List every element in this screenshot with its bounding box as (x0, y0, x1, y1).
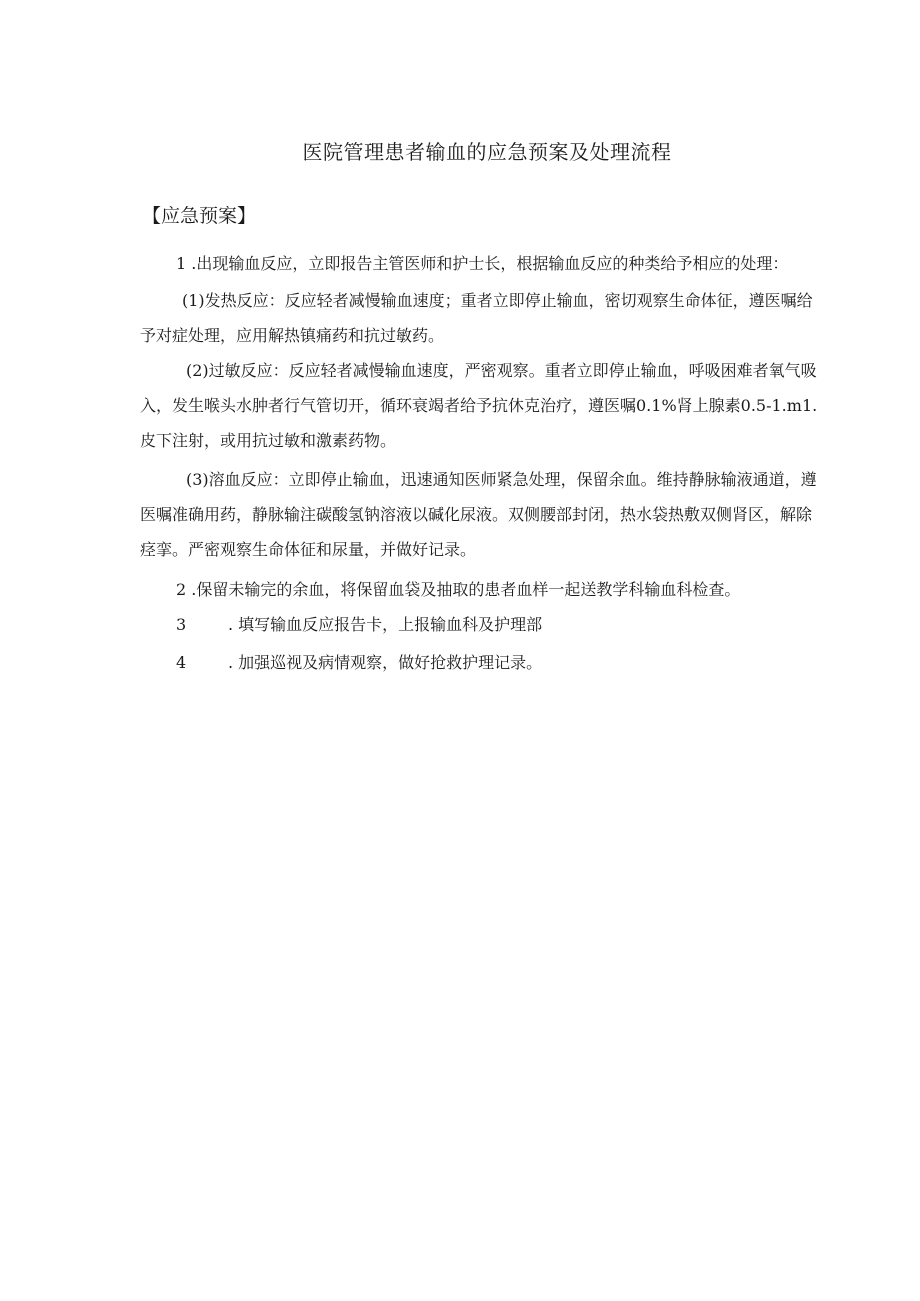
paragraph-item-3 (140, 607, 820, 642)
item-number: 3 (176, 615, 187, 634)
paragraph-allergic-reaction: (2)过敏反应：反应轻者减慢输血速度，严密观察。重者立即停止输血，呼吸困难者氧气吸入，发生喉头水肿者行气管切开，循环衰竭者给予抗休克治疗，遵医嘱0.1%肾上腺素0.5-1.m1.皮下注射，或用抗过敏和激素药物。 (140, 361, 818, 450)
paragraph-item-1: 1 .出现输血反应，立即报告主管医师和护士长，根据输血反应的种类给予相应的处理： (176, 254, 789, 273)
section-heading-emergency-plan: 【应急预案】 (142, 205, 257, 227)
paragraph-fever-reaction: (1)发热反应：反应轻者减慢输血速度；重者立即停止输血，密切观察生命体征，遵医嘱给予对症处理，应用解热镇痛药和抗过敏药。 (140, 291, 813, 345)
paragraph-item-4 (140, 645, 820, 680)
paragraph-item-2: 2 .保留未输完的余血，将保留血袋及抽取的患者血样一起送教学科输血科检查。 (176, 580, 741, 599)
item-number: 4 (176, 653, 187, 672)
paragraph-hemolytic-reaction: (3)溶血反应：立即停止输血，迅速通知医师紧急处理，保留余血。维持静脉输液通道，遵医嘱准确用药，静脉输注碳酸氢钠溶液以碱化尿液。双侧腰部封闭，热水袋热敷双侧肾区，解除痉挛。严密观察生命体征和尿量，并做好记录。 (140, 470, 817, 559)
item-text: . 加强巡视及病情观察，做好抢救护理记录。 (228, 653, 543, 672)
item-text: . 填写输血反应报告卡，上报输血科及护理部 (228, 615, 543, 634)
document-title: 医院管理患者输血的应急预案及处理流程 (302, 140, 672, 164)
